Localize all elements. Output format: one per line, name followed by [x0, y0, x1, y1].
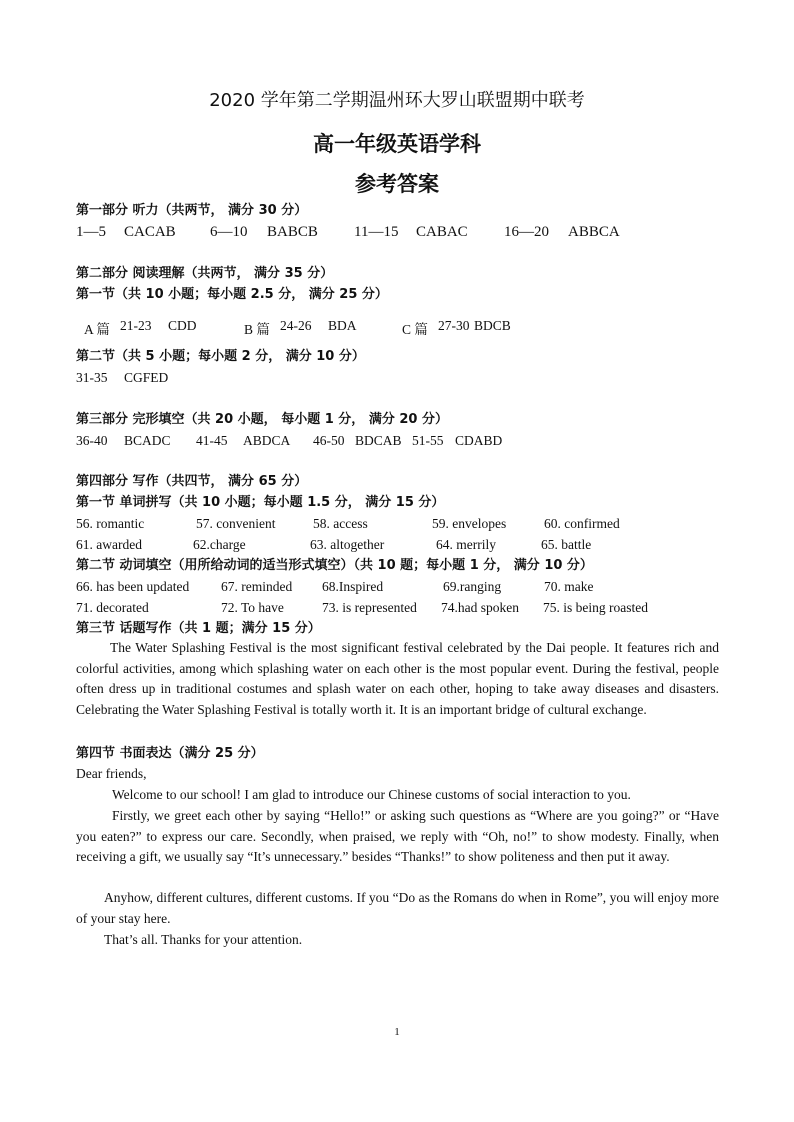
- verb-answer-71: 71. decorated: [76, 600, 149, 615]
- part1-range-2: 6—10: [210, 224, 248, 240]
- answer-key-title: 参考答案: [355, 172, 439, 196]
- passage-c-label: C 篇: [402, 322, 428, 337]
- part3-answer-2: ABDCA: [243, 433, 291, 448]
- letter-paragraph-3: Anyhow, different cultures, different customs. If you “Do as the Romans do when in Rome”, you will enjoy more of your stay here.: [76, 890, 719, 926]
- verb-answer-70: 70. make: [544, 579, 594, 594]
- part1-answer-2: BABCB: [267, 224, 318, 240]
- subject-title: 高一年级英语学科: [313, 132, 481, 156]
- passage-b-answer: BDA: [328, 318, 357, 333]
- verb-answer-72: 72. To have: [221, 600, 284, 615]
- part4-heading: 第四部分 写作（共四节， 满分 65 分）: [76, 474, 308, 489]
- part2-section1-heading: 第一节（共 10 小题；每小题 2.5 分， 满分 25 分）: [76, 287, 388, 302]
- passage-b-range: 24-26: [280, 318, 312, 333]
- exam-title: 2020 学年第二学期温州环大罗山联盟期中联考: [209, 90, 585, 111]
- part3-range-2: 41-45: [196, 433, 228, 448]
- verb-answer-69: 69.ranging: [443, 579, 502, 594]
- part1-range-1: 1—5: [76, 224, 106, 240]
- word-answer-57: 57. convenient: [196, 516, 276, 531]
- passage-a-range: 21-23: [120, 318, 152, 333]
- word-answer-61: 61. awarded: [76, 537, 142, 552]
- verb-answer-75: 75. is being roasted: [543, 600, 648, 615]
- part3-range-4: 51-55: [412, 433, 444, 448]
- part1-answer-4: ABBCA: [568, 224, 620, 240]
- word-answer-56: 56. romantic: [76, 516, 145, 531]
- word-answer-58: 58. access: [313, 516, 368, 531]
- part1-heading: 第一部分 听力（共两节， 满分 30 分）: [76, 203, 308, 218]
- passage-a-label: A 篇: [84, 322, 110, 337]
- part3-range-1: 36-40: [76, 433, 108, 448]
- part3-heading: 第三部分 完形填空（共 20 小题， 每小题 1 分， 满分 20 分）: [76, 412, 448, 427]
- part1-range-4: 16—20: [504, 224, 549, 240]
- topic-writing-text: The Water Splashing Festival is the most significant festival celebrated by the Dai people. It features rich and colorful activities, among which splashing water on each other is the most popular event. During the festival, people often dress up in traditional costumes and splash water on each other, hoping to take away diseases and disasters. Celebrating the Water Splashing Festival is totally worth it. It is an important bridge of cultural exchange.: [76, 640, 719, 717]
- part3-range-3: 46-50: [313, 433, 345, 448]
- letter-paragraph-4: That’s all. Thanks for your attention.: [104, 932, 303, 947]
- letter-paragraph-2: Firstly, we greet each other by saying “Hello!” or asking such questions as “Where are you going?” or “Have you eaten?” to express our care. Secondly, when praised, we reply with “Oh, no!” to show modesty. Finally, when receiving a gift, we usually say “It’s unnecessary.” besides “Thanks!” to show politeness and then put it away.: [76, 808, 719, 865]
- verb-answer-74: 74.had spoken: [441, 600, 519, 615]
- part4-section3-heading: 第三节 话题写作（共 1 题；满分 15 分）: [76, 621, 321, 636]
- passage-b-label: B 篇: [244, 322, 270, 337]
- part3-answer-3: BDCAB: [355, 433, 402, 448]
- verb-answer-66: 66. has been updated: [76, 579, 190, 594]
- part1-range-3: 11—15: [354, 224, 399, 240]
- part4-section2-heading: 第二节 动词填空（用所给动词的适当形式填空）（共 10 题；每小题 1 分， 满分 10 分）: [76, 558, 593, 573]
- part3-answer-4: CDABD: [455, 433, 503, 448]
- passage-c-range: 27-30: [438, 318, 470, 333]
- word-answer-64: 64. merrily: [436, 537, 496, 552]
- part3-answer-1: BCADC: [124, 433, 171, 448]
- word-answer-60: 60. confirmed: [544, 516, 620, 531]
- part2-section2-heading: 第二节（共 5 小题；每小题 2 分， 满分 10 分）: [76, 349, 365, 364]
- passage-a-answer: CDD: [168, 318, 197, 333]
- word-answer-62: 62.charge: [193, 537, 246, 552]
- word-answer-65: 65. battle: [541, 537, 592, 552]
- part1-answer-1: CACAB: [124, 224, 176, 240]
- part2-section2-answer: CGFED: [124, 370, 169, 385]
- passage-c-answer: BDCB: [474, 318, 511, 333]
- part1-answer-3: CABAC: [416, 224, 468, 240]
- part4-section4-heading: 第四节 书面表达（满分 25 分）: [76, 746, 264, 761]
- verb-answer-67: 67. reminded: [221, 579, 293, 594]
- word-answer-59: 59. envelopes: [432, 516, 507, 531]
- part2-section2-range: 31-35: [76, 370, 108, 385]
- word-answer-63: 63. altogether: [310, 537, 385, 552]
- verb-answer-73: 73. is represented: [322, 600, 417, 615]
- page-number: 1: [394, 1026, 400, 1038]
- part2-heading: 第二部分 阅读理解（共两节， 满分 35 分）: [76, 266, 334, 281]
- letter-greeting: Dear friends,: [76, 766, 147, 781]
- letter-paragraph-1: Welcome to our school! I am glad to introduce our Chinese customs of social interaction to you.: [112, 787, 631, 802]
- verb-answer-68: 68.Inspired: [322, 579, 384, 594]
- part4-section1-heading: 第一节 单词拼写（共 10 小题；每小题 1.5 分， 满分 15 分）: [76, 495, 445, 510]
